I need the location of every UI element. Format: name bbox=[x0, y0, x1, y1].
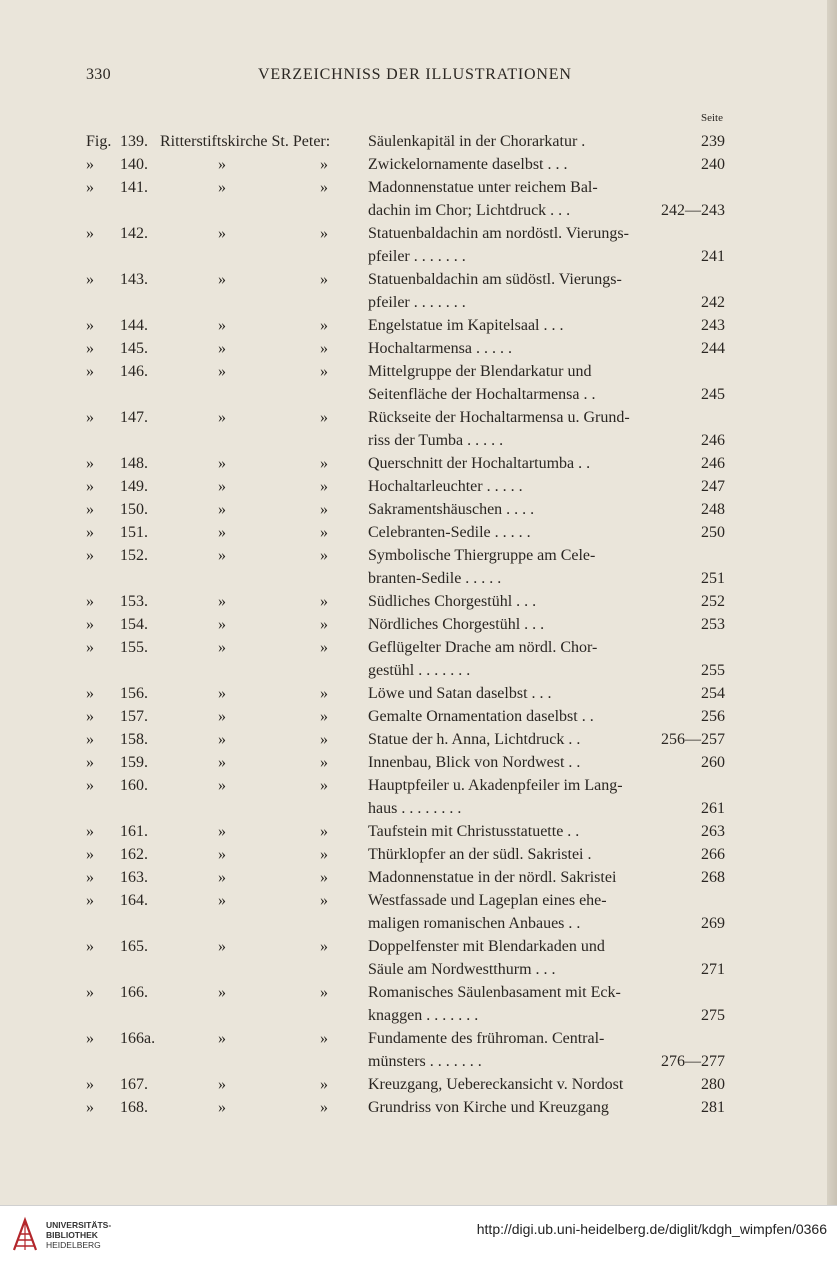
figure-description: Madonnenstatue unter reichem Bal- bbox=[368, 179, 598, 196]
list-item bbox=[0, 751, 837, 774]
figure-description: Taufstein mit Christusstatuette . . bbox=[368, 823, 580, 840]
figure-description: pfeiler . . . . . . . bbox=[368, 248, 466, 265]
ditto-mark: » bbox=[218, 547, 226, 564]
page-reference: 244 bbox=[701, 340, 725, 357]
list-item bbox=[0, 728, 837, 751]
list-item bbox=[0, 590, 837, 613]
ditto-mark: » bbox=[320, 225, 328, 242]
ditto-mark: » bbox=[218, 823, 226, 840]
ditto-mark: » bbox=[218, 271, 226, 288]
figure-prefix: » bbox=[86, 754, 94, 771]
figure-prefix: » bbox=[86, 616, 94, 633]
ditto-mark: » bbox=[218, 455, 226, 472]
page-title: VERZEICHNISS DER ILLUSTRATIONEN bbox=[258, 66, 572, 83]
page-reference: 245 bbox=[701, 386, 725, 403]
figure-description: riss der Tumba . . . . . bbox=[368, 432, 504, 449]
figure-number: 165. bbox=[120, 938, 148, 955]
figure-description: Rückseite der Hochaltarmensa u. Grund- bbox=[368, 409, 630, 426]
figure-prefix: » bbox=[86, 478, 94, 495]
list-item-continuation bbox=[0, 245, 837, 268]
ditto-mark: » bbox=[218, 524, 226, 541]
page-reference: 242 bbox=[701, 294, 725, 311]
figure-prefix: Fig. bbox=[86, 133, 112, 150]
ditto-mark: » bbox=[320, 501, 328, 518]
figure-number: 145. bbox=[120, 340, 148, 357]
figure-number: 152. bbox=[120, 547, 148, 564]
page-reference: 246 bbox=[701, 432, 725, 449]
figure-description: Fundamente des frühroman. Central- bbox=[368, 1030, 605, 1047]
figure-prefix: » bbox=[86, 777, 94, 794]
figure-description: Statuenbaldachin am nordöstl. Vierungs- bbox=[368, 225, 629, 242]
permalink-url[interactable]: http://digi.ub.uni-heidelberg.de/diglit/kdgh_wimpfen/0366 bbox=[476, 1221, 827, 1237]
list-item-continuation bbox=[0, 199, 837, 222]
page-reference: 256—257 bbox=[661, 731, 725, 748]
page-reference: 252 bbox=[701, 593, 725, 610]
list-item-continuation bbox=[0, 291, 837, 314]
list-item-continuation bbox=[0, 912, 837, 935]
ditto-mark: » bbox=[320, 777, 328, 794]
logo-line: UNIVERSITÄTS- bbox=[46, 1220, 112, 1230]
ditto-mark: » bbox=[218, 317, 226, 334]
ditto-mark: » bbox=[218, 639, 226, 656]
figure-prefix: » bbox=[86, 156, 94, 173]
ditto-mark: » bbox=[320, 317, 328, 334]
figure-number: 149. bbox=[120, 478, 148, 495]
ditto-mark: » bbox=[218, 225, 226, 242]
ditto-mark: » bbox=[218, 501, 226, 518]
figure-number: 146. bbox=[120, 363, 148, 380]
list-item bbox=[0, 1027, 837, 1050]
page-reference: 275 bbox=[701, 1007, 725, 1024]
list-item bbox=[0, 889, 837, 912]
figure-prefix: » bbox=[86, 984, 94, 1001]
figure-prefix: » bbox=[86, 1099, 94, 1116]
page-number: 330 bbox=[86, 66, 111, 83]
page-reference: 248 bbox=[701, 501, 725, 518]
page-reference: 256 bbox=[701, 708, 725, 725]
list-item bbox=[0, 222, 837, 245]
ditto-mark: » bbox=[218, 1076, 226, 1093]
list-item bbox=[0, 682, 837, 705]
figure-number: 159. bbox=[120, 754, 148, 771]
page-reference: 251 bbox=[701, 570, 725, 587]
figure-description: Querschnitt der Hochaltartumba . . bbox=[368, 455, 591, 472]
figure-prefix: » bbox=[86, 524, 94, 541]
page-reference: 241 bbox=[701, 248, 725, 265]
figure-prefix: » bbox=[86, 225, 94, 242]
page-reference: 269 bbox=[701, 915, 725, 932]
ditto-mark: » bbox=[320, 731, 328, 748]
list-item bbox=[0, 1073, 837, 1096]
figure-description: Säule am Nordwestthurm . . . bbox=[368, 961, 556, 978]
list-item-continuation bbox=[0, 383, 837, 406]
figure-description: dachin im Chor; Lichtdruck . . . bbox=[368, 202, 571, 219]
list-item bbox=[0, 820, 837, 843]
list-item bbox=[0, 636, 837, 659]
ditto-mark: » bbox=[218, 616, 226, 633]
ditto-mark: » bbox=[218, 685, 226, 702]
figure-number: 166a. bbox=[120, 1030, 156, 1047]
figure-number: 151. bbox=[120, 524, 148, 541]
figure-prefix: » bbox=[86, 1030, 94, 1047]
list-item bbox=[0, 314, 837, 337]
page-reference: 240 bbox=[701, 156, 725, 173]
figure-prefix: » bbox=[86, 271, 94, 288]
ditto-mark: » bbox=[320, 455, 328, 472]
ditto-mark: » bbox=[218, 1099, 226, 1116]
figure-prefix: » bbox=[86, 685, 94, 702]
footer-bar bbox=[0, 1205, 837, 1266]
ditto-mark: » bbox=[218, 593, 226, 610]
page-reference: 276—277 bbox=[661, 1053, 725, 1070]
library-logo-icon[interactable] bbox=[10, 1216, 40, 1254]
page-reference: 247 bbox=[701, 478, 725, 495]
list-item bbox=[0, 268, 837, 291]
ditto-mark: » bbox=[320, 892, 328, 909]
ditto-mark: » bbox=[218, 846, 226, 863]
seite-column-label: Seite bbox=[701, 112, 723, 124]
figure-description: branten-Sedile . . . . . bbox=[368, 570, 502, 587]
list-item bbox=[0, 544, 837, 567]
figure-prefix: » bbox=[86, 869, 94, 886]
page-reference: 246 bbox=[701, 455, 725, 472]
page-reference: 271 bbox=[701, 961, 725, 978]
logo-line: HEIDELBERG bbox=[46, 1240, 101, 1250]
ditto-mark: » bbox=[320, 271, 328, 288]
figure-prefix: » bbox=[86, 501, 94, 518]
page-reference: 268 bbox=[701, 869, 725, 886]
figure-prefix: » bbox=[86, 823, 94, 840]
ditto-mark: » bbox=[320, 984, 328, 1001]
list-item bbox=[0, 337, 837, 360]
ditto-mark: » bbox=[320, 754, 328, 771]
ditto-mark: » bbox=[218, 731, 226, 748]
figure-description: Kreuzgang, Uebereckansicht v. Nordost bbox=[368, 1076, 624, 1093]
figure-description: Romanisches Säulenbasament mit Eck- bbox=[368, 984, 621, 1001]
ditto-mark: » bbox=[320, 409, 328, 426]
figure-description: Symbolische Thiergruppe am Cele- bbox=[368, 547, 596, 564]
figure-number: 164. bbox=[120, 892, 148, 909]
figure-number: 161. bbox=[120, 823, 148, 840]
figure-number: 155. bbox=[120, 639, 148, 656]
ditto-mark: » bbox=[218, 892, 226, 909]
building-name: Ritterstiftskirche St. Peter: bbox=[160, 133, 331, 150]
ditto-mark: » bbox=[218, 478, 226, 495]
page-reference: 254 bbox=[701, 685, 725, 702]
figure-description: Westfassade und Lageplan eines ehe- bbox=[368, 892, 607, 909]
page-reference: 281 bbox=[701, 1099, 725, 1116]
ditto-mark: » bbox=[320, 938, 328, 955]
figure-prefix: » bbox=[86, 708, 94, 725]
ditto-mark: » bbox=[320, 869, 328, 886]
figure-description: Südliches Chorgestühl . . . bbox=[368, 593, 537, 610]
figure-prefix: » bbox=[86, 892, 94, 909]
ditto-mark: » bbox=[320, 639, 328, 656]
figure-description: Hochaltarleuchter . . . . . bbox=[368, 478, 523, 495]
library-logo-text bbox=[46, 1220, 111, 1250]
list-item bbox=[0, 452, 837, 475]
ditto-mark: » bbox=[218, 1030, 226, 1047]
figure-number: 162. bbox=[120, 846, 148, 863]
figure-number: 158. bbox=[120, 731, 148, 748]
ditto-mark: » bbox=[218, 754, 226, 771]
page-reference: 260 bbox=[701, 754, 725, 771]
ditto-mark: » bbox=[320, 846, 328, 863]
figure-description: Statuenbaldachin am südöstl. Vierungs- bbox=[368, 271, 622, 288]
list-item bbox=[0, 475, 837, 498]
ditto-mark: » bbox=[320, 156, 328, 173]
ditto-mark: » bbox=[218, 984, 226, 1001]
figure-prefix: » bbox=[86, 317, 94, 334]
figure-description: Gemalte Ornamentation daselbst . . bbox=[368, 708, 594, 725]
figure-number: 167. bbox=[120, 1076, 148, 1093]
figure-description: Hauptpfeiler u. Akadenpfeiler im Lang- bbox=[368, 777, 623, 794]
list-item bbox=[0, 935, 837, 958]
ditto-mark: » bbox=[320, 363, 328, 380]
list-item-continuation bbox=[0, 1004, 837, 1027]
ditto-mark: » bbox=[218, 938, 226, 955]
figure-description: Grundriss von Kirche und Kreuzgang bbox=[368, 1099, 609, 1116]
figure-prefix: » bbox=[86, 179, 94, 196]
figure-number: 142. bbox=[120, 225, 148, 242]
ditto-mark: » bbox=[218, 179, 226, 196]
list-item bbox=[0, 406, 837, 429]
figure-prefix: » bbox=[86, 363, 94, 380]
list-item bbox=[0, 843, 837, 866]
figure-description: münsters . . . . . . . bbox=[368, 1053, 482, 1070]
figure-number: 140. bbox=[120, 156, 148, 173]
figure-number: 141. bbox=[120, 179, 148, 196]
list-item-continuation bbox=[0, 1050, 837, 1073]
ditto-mark: » bbox=[218, 777, 226, 794]
figure-description: pfeiler . . . . . . . bbox=[368, 294, 466, 311]
figure-description: Madonnenstatue in der nördl. Sakristei bbox=[368, 869, 617, 886]
ditto-mark: » bbox=[320, 1076, 328, 1093]
figure-prefix: » bbox=[86, 340, 94, 357]
list-item bbox=[0, 705, 837, 728]
list-item bbox=[0, 153, 837, 176]
list-item-continuation bbox=[0, 429, 837, 452]
figure-description: Hochaltarmensa . . . . . bbox=[368, 340, 512, 357]
figure-number: 150. bbox=[120, 501, 148, 518]
figure-number: 139. bbox=[120, 133, 148, 150]
list-item-continuation bbox=[0, 958, 837, 981]
figure-prefix: » bbox=[86, 731, 94, 748]
figure-description: Doppelfenster mit Blendarkaden und bbox=[368, 938, 605, 955]
figure-prefix: » bbox=[86, 639, 94, 656]
figure-number: 166. bbox=[120, 984, 148, 1001]
list-item-continuation bbox=[0, 567, 837, 590]
figure-description: Löwe und Satan daselbst . . . bbox=[368, 685, 552, 702]
ditto-mark: » bbox=[320, 547, 328, 564]
ditto-mark: » bbox=[320, 593, 328, 610]
figure-number: 160. bbox=[120, 777, 148, 794]
running-head bbox=[86, 66, 726, 86]
list-item bbox=[0, 498, 837, 521]
ditto-mark: » bbox=[218, 869, 226, 886]
ditto-mark: » bbox=[218, 340, 226, 357]
figure-description: gestühl . . . . . . . bbox=[368, 662, 471, 679]
page-reference: 253 bbox=[701, 616, 725, 633]
figure-description: Sakramentshäuschen . . . . bbox=[368, 501, 535, 518]
figure-number: 168. bbox=[120, 1099, 148, 1116]
figure-number: 156. bbox=[120, 685, 148, 702]
ditto-mark: » bbox=[320, 340, 328, 357]
page-reference: 261 bbox=[701, 800, 725, 817]
figure-prefix: » bbox=[86, 547, 94, 564]
ditto-mark: » bbox=[218, 708, 226, 725]
ditto-mark: » bbox=[218, 363, 226, 380]
page-reference: 280 bbox=[701, 1076, 725, 1093]
figure-description: Nördliches Chorgestühl . . . bbox=[368, 616, 545, 633]
page-reference: 250 bbox=[701, 524, 725, 541]
figure-number: 157. bbox=[120, 708, 148, 725]
figure-prefix: » bbox=[86, 409, 94, 426]
figure-description: Geflügelter Drache am nördl. Chor- bbox=[368, 639, 598, 656]
figure-number: 143. bbox=[120, 271, 148, 288]
figure-description: haus . . . . . . . . bbox=[368, 800, 462, 817]
figure-number: 144. bbox=[120, 317, 148, 334]
ditto-mark: » bbox=[218, 409, 226, 426]
figure-description: knaggen . . . . . . . bbox=[368, 1007, 479, 1024]
ditto-mark: » bbox=[320, 478, 328, 495]
figure-description: Celebranten-Sedile . . . . . bbox=[368, 524, 531, 541]
figure-description: maligen romanischen Anbaues . . bbox=[368, 915, 581, 932]
logo-line: BIBLIOTHEK bbox=[46, 1230, 98, 1240]
page-reference: 239 bbox=[701, 133, 725, 150]
ditto-mark: » bbox=[320, 616, 328, 633]
figure-description: Seitenfläche der Hochaltarmensa . . bbox=[368, 386, 596, 403]
ditto-mark: » bbox=[218, 156, 226, 173]
figure-description: Statue der h. Anna, Lichtdruck . . bbox=[368, 731, 581, 748]
figure-description: Engelstatue im Kapitelsaal . . . bbox=[368, 317, 564, 334]
list-item-continuation bbox=[0, 797, 837, 820]
ditto-mark: » bbox=[320, 524, 328, 541]
list-item bbox=[0, 866, 837, 889]
figure-prefix: » bbox=[86, 593, 94, 610]
figure-number: 154. bbox=[120, 616, 148, 633]
figure-prefix: » bbox=[86, 938, 94, 955]
list-item-continuation bbox=[0, 659, 837, 682]
page-reference: 266 bbox=[701, 846, 725, 863]
figure-description: Zwickelornamente daselbst . . . bbox=[368, 156, 568, 173]
figure-number: 147. bbox=[120, 409, 148, 426]
figure-description: Mittelgruppe der Blendarkatur und bbox=[368, 363, 592, 380]
list-item bbox=[0, 521, 837, 544]
figure-prefix: » bbox=[86, 846, 94, 863]
list-item bbox=[0, 130, 837, 153]
figure-description: Säulenkapitäl in der Chorarkatur . bbox=[368, 133, 586, 150]
figure-description: Thürklopfer an der südl. Sakristei . bbox=[368, 846, 592, 863]
ditto-mark: » bbox=[320, 1099, 328, 1116]
ditto-mark: » bbox=[320, 179, 328, 196]
figure-number: 153. bbox=[120, 593, 148, 610]
ditto-mark: » bbox=[320, 823, 328, 840]
figure-number: 148. bbox=[120, 455, 148, 472]
figure-prefix: » bbox=[86, 455, 94, 472]
figure-description: Innenbau, Blick von Nordwest . . bbox=[368, 754, 581, 771]
list-item bbox=[0, 1096, 837, 1119]
list-item bbox=[0, 613, 837, 636]
list-item bbox=[0, 176, 837, 199]
figure-prefix: » bbox=[86, 1076, 94, 1093]
page-reference: 255 bbox=[701, 662, 725, 679]
page-reference: 263 bbox=[701, 823, 725, 840]
ditto-mark: » bbox=[320, 1030, 328, 1047]
page-reference: 242—243 bbox=[661, 202, 725, 219]
list-item bbox=[0, 360, 837, 383]
list-item bbox=[0, 774, 837, 797]
list-item bbox=[0, 981, 837, 1004]
ditto-mark: » bbox=[320, 685, 328, 702]
page-reference: 243 bbox=[701, 317, 725, 334]
figure-number: 163. bbox=[120, 869, 148, 886]
ditto-mark: » bbox=[320, 708, 328, 725]
